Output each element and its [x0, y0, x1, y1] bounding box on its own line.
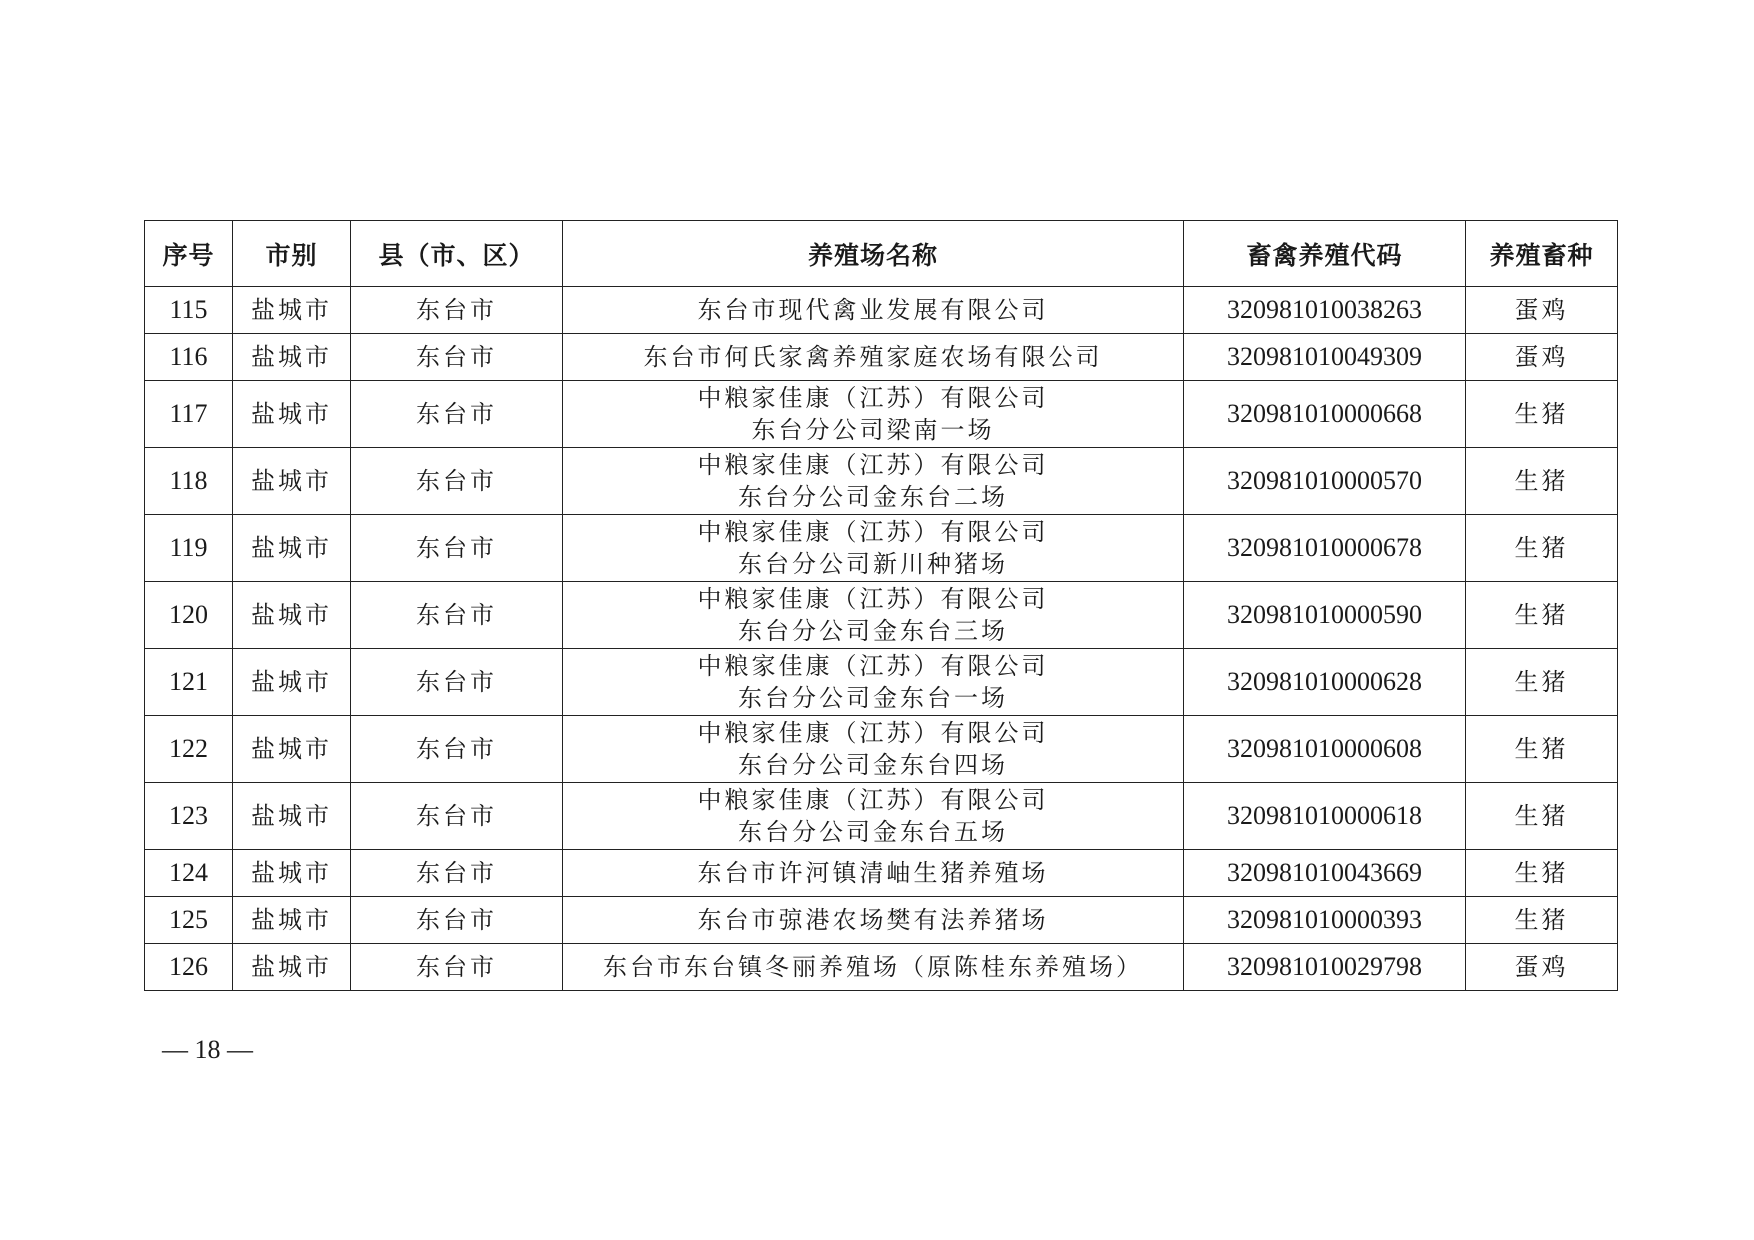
table-row	[145, 716, 1618, 783]
livestock-code-cell: 320981010000668	[1184, 381, 1466, 448]
livestock-code-cell: 320981010000570	[1184, 448, 1466, 515]
county-cell: 东台市	[351, 287, 563, 334]
county-cell: 东台市	[351, 850, 563, 897]
table-row	[145, 582, 1618, 649]
farm-name-line: 中粮家佳康（江苏）有限公司	[697, 585, 1049, 613]
serial-number-cell: 117	[145, 381, 233, 448]
serial-number-cell: 124	[145, 850, 233, 897]
city-cell: 盐城市	[233, 944, 351, 991]
farm-name-cell	[563, 944, 1184, 991]
farm-list-table	[144, 220, 1618, 991]
serial-number-cell: 119	[145, 515, 233, 582]
county-cell: 东台市	[351, 649, 563, 716]
farm-name-cell	[563, 850, 1184, 897]
serial-number-cell: 123	[145, 783, 233, 850]
city-cell: 盐城市	[233, 448, 351, 515]
page-number: — 18 —	[162, 1035, 253, 1064]
city-cell: 盐城市	[233, 334, 351, 381]
city-cell: 盐城市	[233, 897, 351, 944]
county-cell: 东台市	[351, 897, 563, 944]
farm-name-cell	[563, 649, 1184, 716]
header-city: 市别	[233, 221, 351, 287]
farm-name-line: 东台分公司金东台一场	[738, 684, 1008, 712]
header-county: 县（市、区）	[351, 221, 563, 287]
livestock-code-cell: 320981010029798	[1184, 944, 1466, 991]
livestock-code-cell: 320981010000590	[1184, 582, 1466, 649]
livestock-code-cell: 320981010000618	[1184, 783, 1466, 850]
county-cell: 东台市	[351, 582, 563, 649]
farm-name-line: 东台市现代禽业发展有限公司	[697, 296, 1049, 324]
species-cell: 生猪	[1466, 649, 1618, 716]
farm-name-line: 东台市弶港农场樊有法养猪场	[697, 906, 1049, 934]
table-row	[145, 897, 1618, 944]
farm-name-cell	[563, 334, 1184, 381]
farm-name-line: 中粮家佳康（江苏）有限公司	[697, 384, 1049, 412]
table-body	[145, 287, 1618, 991]
farm-name-line: 东台分公司新川种猪场	[738, 550, 1008, 578]
city-cell: 盐城市	[233, 783, 351, 850]
farm-name-cell	[563, 716, 1184, 783]
species-cell: 蛋鸡	[1466, 944, 1618, 991]
header-livestock-code: 畜禽养殖代码	[1184, 221, 1466, 287]
species-cell: 蛋鸡	[1466, 287, 1618, 334]
farm-name-line: 东台分公司金东台二场	[738, 483, 1008, 511]
county-cell: 东台市	[351, 515, 563, 582]
species-cell: 生猪	[1466, 381, 1618, 448]
farm-name-line: 中粮家佳康（江苏）有限公司	[697, 451, 1049, 479]
table-row	[145, 850, 1618, 897]
livestock-code-cell: 320981010049309	[1184, 334, 1466, 381]
species-cell: 生猪	[1466, 582, 1618, 649]
table-row	[145, 649, 1618, 716]
farm-name-line: 东台分公司梁南一场	[751, 416, 995, 444]
species-cell: 生猪	[1466, 850, 1618, 897]
header-serial-number: 序号	[145, 221, 233, 287]
farm-name-cell	[563, 515, 1184, 582]
county-cell: 东台市	[351, 716, 563, 783]
farm-name-line: 中粮家佳康（江苏）有限公司	[697, 652, 1049, 680]
farm-name-line: 中粮家佳康（江苏）有限公司	[697, 518, 1049, 546]
farm-name-cell	[563, 448, 1184, 515]
table-row	[145, 944, 1618, 991]
city-cell: 盐城市	[233, 850, 351, 897]
serial-number-cell: 115	[145, 287, 233, 334]
farm-name-cell	[563, 287, 1184, 334]
farm-name-cell	[563, 897, 1184, 944]
farm-name-cell	[563, 381, 1184, 448]
county-cell: 东台市	[351, 381, 563, 448]
species-cell: 生猪	[1466, 897, 1618, 944]
table-header-row	[145, 221, 1618, 287]
city-cell: 盐城市	[233, 582, 351, 649]
species-cell: 生猪	[1466, 716, 1618, 783]
serial-number-cell: 122	[145, 716, 233, 783]
header-farm-name: 养殖场名称	[563, 221, 1184, 287]
county-cell: 东台市	[351, 783, 563, 850]
farm-name-cell	[563, 582, 1184, 649]
livestock-code-cell: 320981010000628	[1184, 649, 1466, 716]
table-row	[145, 287, 1618, 334]
farm-name-line: 中粮家佳康（江苏）有限公司	[697, 719, 1049, 747]
species-cell: 生猪	[1466, 783, 1618, 850]
city-cell: 盐城市	[233, 716, 351, 783]
city-cell: 盐城市	[233, 287, 351, 334]
livestock-code-cell: 320981010000678	[1184, 515, 1466, 582]
table-row	[145, 448, 1618, 515]
livestock-code-cell: 320981010000393	[1184, 897, 1466, 944]
county-cell: 东台市	[351, 334, 563, 381]
header-species: 养殖畜种	[1466, 221, 1618, 287]
farm-name-line: 东台市何氏家禽养殖家庭农场有限公司	[643, 343, 1103, 371]
livestock-code-cell: 320981010038263	[1184, 287, 1466, 334]
serial-number-cell: 116	[145, 334, 233, 381]
farm-name-line: 东台市东台镇冬丽养殖场（原陈桂东养殖场）	[603, 953, 1143, 981]
farm-name-line: 东台市许河镇清岫生猪养殖场	[697, 859, 1049, 887]
serial-number-cell: 121	[145, 649, 233, 716]
city-cell: 盐城市	[233, 515, 351, 582]
serial-number-cell: 125	[145, 897, 233, 944]
serial-number-cell: 120	[145, 582, 233, 649]
species-cell: 蛋鸡	[1466, 334, 1618, 381]
farm-name-cell	[563, 783, 1184, 850]
serial-number-cell: 126	[145, 944, 233, 991]
county-cell: 东台市	[351, 448, 563, 515]
farm-name-line: 东台分公司金东台四场	[738, 751, 1008, 779]
species-cell: 生猪	[1466, 515, 1618, 582]
city-cell: 盐城市	[233, 381, 351, 448]
table-row	[145, 381, 1618, 448]
livestock-code-cell: 320981010000608	[1184, 716, 1466, 783]
serial-number-cell: 118	[145, 448, 233, 515]
table-row	[145, 783, 1618, 850]
county-cell: 东台市	[351, 944, 563, 991]
city-cell: 盐城市	[233, 649, 351, 716]
farm-name-line: 东台分公司金东台五场	[738, 818, 1008, 846]
farm-name-line: 中粮家佳康（江苏）有限公司	[697, 786, 1049, 814]
farm-name-line: 东台分公司金东台三场	[738, 617, 1008, 645]
table-row	[145, 334, 1618, 381]
table-row	[145, 515, 1618, 582]
livestock-code-cell: 320981010043669	[1184, 850, 1466, 897]
species-cell: 生猪	[1466, 448, 1618, 515]
